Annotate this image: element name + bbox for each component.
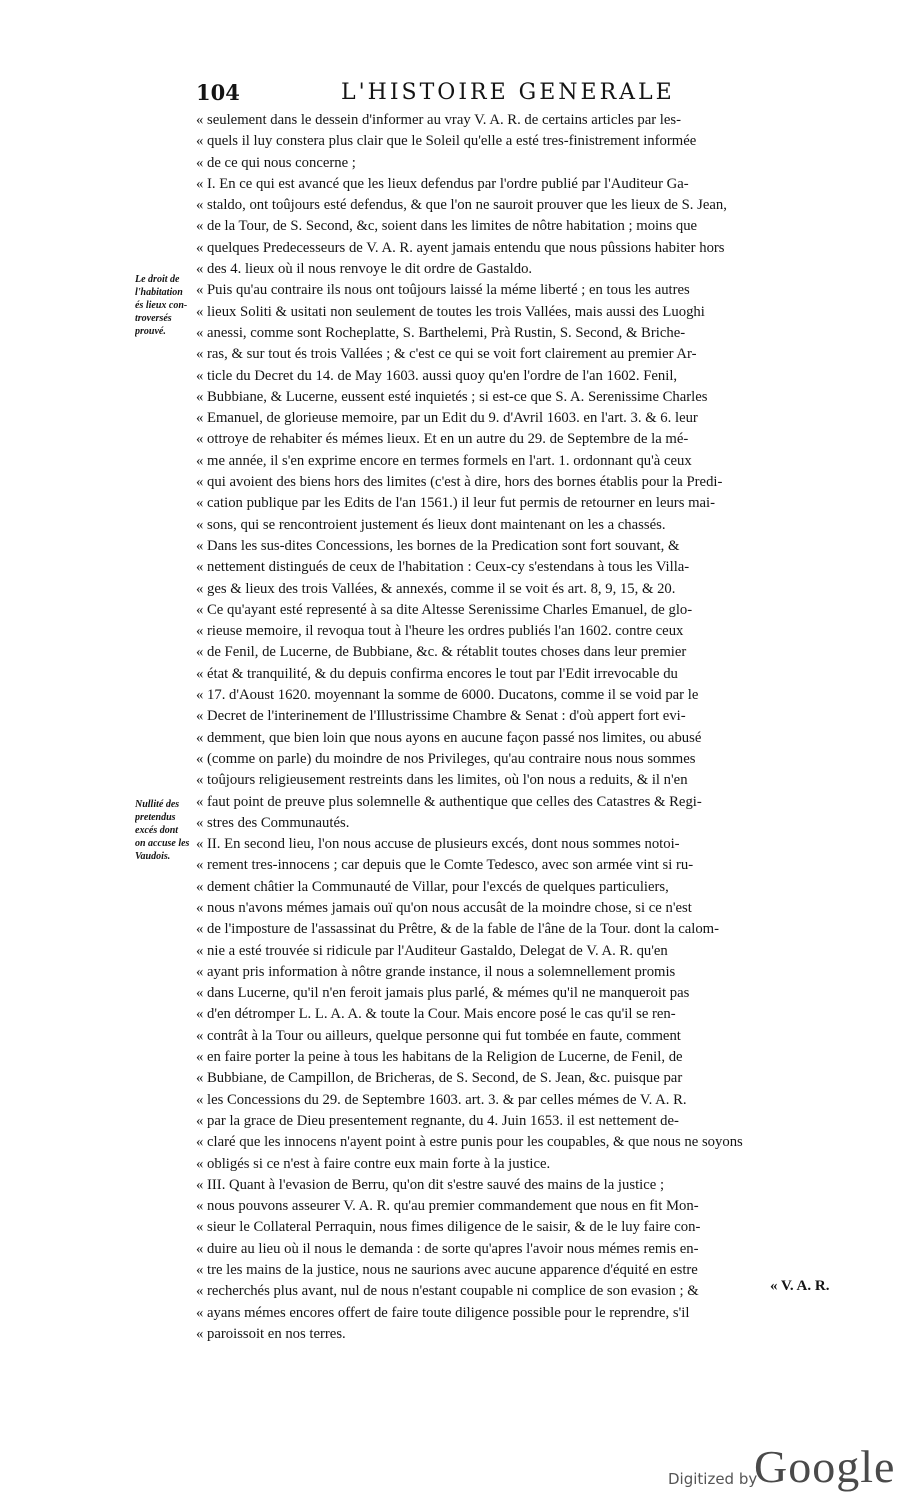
text-line: « 17. d'Aoust 1620. moyennant la somme de 6000. Ducatons, comme il se void par le <box>196 687 699 704</box>
text-line: « tre les mains de la justice, nous ne saurions avec aucune apparence d'équité en estre <box>196 1262 698 1279</box>
text-line: « claré que les innocens n'ayent point à estre punis pour les coupables, & que nous ne soyons <box>196 1134 743 1151</box>
text-line: « nettement distingués de ceux de l'habitation : Ceux-cy s'estendans à tous les Villa- <box>196 559 690 576</box>
margin-note-line: troversés <box>135 313 172 324</box>
text-line: « ges & lieux des trois Vallées, & annexés, comme il se voit és art. 8, 9, 15, & 20. <box>196 580 676 597</box>
text-line: « anessi, comme sont Rocheplatte, S. Barthelemi, Prà Rustin, S. Second, & Briche- <box>196 324 686 341</box>
text-line: « I. En ce qui est avancé que les lieux defendus par l'ordre publié par l'Auditeur Ga- <box>196 175 689 192</box>
text-line: « Bubbiane, de Campillon, de Bricheras, de S. Second, de S. Jean, &c. puisque par <box>196 1070 683 1087</box>
text-line: « Emanuel, de glorieuse memoire, par un Edit du 9. d'Avril 1603. en l'art. 3. & 6. leur <box>196 410 698 427</box>
text-line: « toûjours religieusement restreints dans les limites, où l'on nous a reduits, & il n'en <box>196 772 688 789</box>
text-line: « contrât à la Tour ou ailleurs, quelque personne qui fut tombée en faute, comment <box>196 1027 681 1044</box>
digitized-by-label: Digitized by <box>668 1470 758 1488</box>
text-line: « Decret de l'interinement de l'Illustrissime Chambre & Senat : d'où appert fort evi- <box>196 708 686 725</box>
margin-note-line: prouvé. <box>135 326 166 337</box>
text-line: « stres des Communautés. <box>196 814 350 831</box>
text-line: « en faire porter la peine à tous les habitans de la Religion de Lucerne, de Fenil, de <box>196 1049 683 1066</box>
margin-note-line: excés dont <box>135 825 179 836</box>
text-line: « Ce qu'ayant esté representé à sa dite Altesse Serenissime Charles Emanuel, de glo- <box>196 601 693 618</box>
margin-note-line: on accuse les <box>135 838 190 849</box>
text-line: « III. Quant à l'evasion de Berru, qu'on dit s'estre sauvé des mains de la justice ; <box>196 1176 665 1193</box>
text-line: « Puis qu'au contraire ils nous ont toûjours laissé la méme liberté ; en tous les autres <box>196 282 690 299</box>
text-line: « rement tres-innocens ; car depuis que le Comte Tedesco, avec son armée vint si ru- <box>196 857 694 874</box>
google-watermark <box>668 1440 896 1510</box>
text-line: « de ce qui nous concerne ; <box>196 154 356 171</box>
text-line: « des 4. lieux où il nous renvoye le dit ordre de Gastaldo. <box>196 261 533 278</box>
text-line: « sons, qui se rencontroient justement és lieux dont maintenant on les a chassés. <box>196 516 666 533</box>
text-line: « demment, que bien loin que nous ayons en aucune façon passé nos limites, ou abusé <box>196 729 702 746</box>
text-line: « me année, il s'en exprime encore en termes formels en l'art. 1. ordonnant qu'à ceux <box>196 452 692 469</box>
margin-note-habitation <box>135 273 195 338</box>
catchword: « V. A. R. <box>770 1278 830 1294</box>
body-text <box>196 110 848 1345</box>
text-line: « de la Tour, de S. Second, &c, soient dans les limites de nôtre habitation ; moins que <box>196 218 698 235</box>
running-title: L'HISTOIRE GENERALE <box>341 80 675 105</box>
text-line: « recherchés plus avant, nul de nous n'estant coupable ni complice de son evasion ; & <box>196 1283 699 1300</box>
text-line: « de l'imposture de l'assassinat du Prêtre, & de la fable de l'âne de la Tour. dont la calom- <box>196 921 719 938</box>
margin-note-line: l'habitation <box>135 287 183 298</box>
running-header <box>0 80 897 108</box>
text-line: « (comme on parle) du moindre de nos Privileges, qu'au contraire nous nous sommes <box>196 750 696 767</box>
text-line: « dans Lucerne, qu'il n'en feroit jamais plus parlé, & mémes qu'il ne manqueroit pas <box>196 985 690 1002</box>
text-line: « Bubbiane, & Lucerne, eussent esté inquietés ; si est-ce que S. A. Serenissime Charles <box>196 388 708 405</box>
text-line: « nous pouvons asseurer V. A. R. qu'au premier commandement que nous en fit Mon- <box>196 1198 699 1215</box>
text-line: « ayant pris information à nôtre grande instance, il nous a solemnellement promis <box>196 963 676 980</box>
text-line: « obligés si ce n'est à faire contre eux main forte à la justice. <box>196 1155 551 1172</box>
text-line: « les Concessions du 29. de Septembre 1603. art. 3. & par celles mémes de V. A. R. <box>196 1091 687 1108</box>
margin-note-line: Vaudois. <box>135 851 171 862</box>
text-line: « faut point de preuve plus solemnelle & authentique que celles des Catastres & Regi- <box>196 793 702 810</box>
text-line: « qui avoient des biens hors des limites (c'est à dire, hors des bornes établis pour la Predi- <box>196 474 723 491</box>
text-line: « lieux Soliti & usitati non seulement de toutes les trois Vallées, mais aussi des Luoghi <box>196 303 705 320</box>
text-line: « d'en détromper L. L. A. A. & toute la Cour. Mais encore posé le cas qu'il se ren- <box>196 1006 676 1023</box>
margin-note-line: pretendus <box>135 812 176 823</box>
margin-note-line: Le droit de <box>135 274 180 285</box>
text-line: « ticle du Decret du 14. de May 1603. aussi quoy qu'en l'ordre de l'an 1602. Fenil, <box>196 367 678 384</box>
margin-note-line: és lieux con- <box>135 300 188 311</box>
text-line: « cation publique par les Edits de l'an 1561.) il leur fut permis de retourner en leurs mai- <box>196 495 716 512</box>
text-line: « ras, & sur tout és trois Vallées ; & c'est ce qui se voit fort clairement au premier Ar- <box>196 346 697 363</box>
text-line: « ottroye de rehabiter és mémes lieux. Et en un autre du 29. de Septembre de la mé- <box>196 431 689 448</box>
text-line: « par la grace de Dieu presentement regnante, du 4. Juin 1653. il est nettement de- <box>196 1112 679 1129</box>
text-line: « seulement dans le dessein d'informer au vray V. A. R. de certains articles par les- <box>196 112 682 128</box>
text-line: « de Fenil, de Lucerne, de Bubbiane, &c. & rétablit toutes choses dans leur premier <box>196 644 687 661</box>
text-line: « II. En second lieu, l'on nous accuse de plusieurs excés, dont nous sommes notoi- <box>196 836 680 853</box>
page-number: 104 <box>196 80 240 105</box>
text-line: « nous n'avons mémes jamais ouï qu'on nous accusât de la moindre chose, si ce n'est <box>196 899 692 916</box>
text-line: « nie a esté trouvée si ridicule par l'Auditeur Gastaldo, Delegat de V. A. R. qu'en <box>196 942 668 959</box>
margin-note-line: Nullité des <box>135 799 180 810</box>
text-line: « paroissoit en nos terres. <box>196 1325 346 1342</box>
text-line: « rieuse memoire, il revoqua tout à l'heure les ordres publiés l'an 1602. contre ceux <box>196 623 684 640</box>
text-line: « staldo, ont toûjours esté defendus, & que l'on ne sauroit prouver que les lieux de S. Jean, <box>196 197 727 214</box>
text-line: « dement châtier la Communauté de Villar, pour l'excés de quelques particuliers, <box>196 878 669 895</box>
text-line: « ayans mémes encores offert de faire toute diligence possible pour le reprendre, s'il <box>196 1304 690 1321</box>
text-line: « duire au lieu où il nous le demanda : de sorte qu'apres l'avoir nous mémes remis en- <box>196 1240 699 1257</box>
text-line: « état & tranquilité, & du depuis confirma encores le tout par l'Edit irrevocable du <box>196 665 678 682</box>
text-line: « quelques Predecesseurs de V. A. R. ayent jamais entendu que nous pûssions habiter hors <box>196 239 725 256</box>
text-line: « Dans les sus-dites Concessions, les bornes de la Predication sont fort souvant, & <box>196 537 680 554</box>
margin-note-nullite <box>135 798 195 863</box>
text-line: « quels il luy constera plus clair que le Soleil qu'elle a esté tres-finistrement informée <box>196 133 697 150</box>
text-line: « sieur le Collateral Perraquin, nous fimes diligence de le saisir, & de le luy faire con- <box>196 1219 701 1236</box>
google-logo: Google <box>754 1441 896 1492</box>
